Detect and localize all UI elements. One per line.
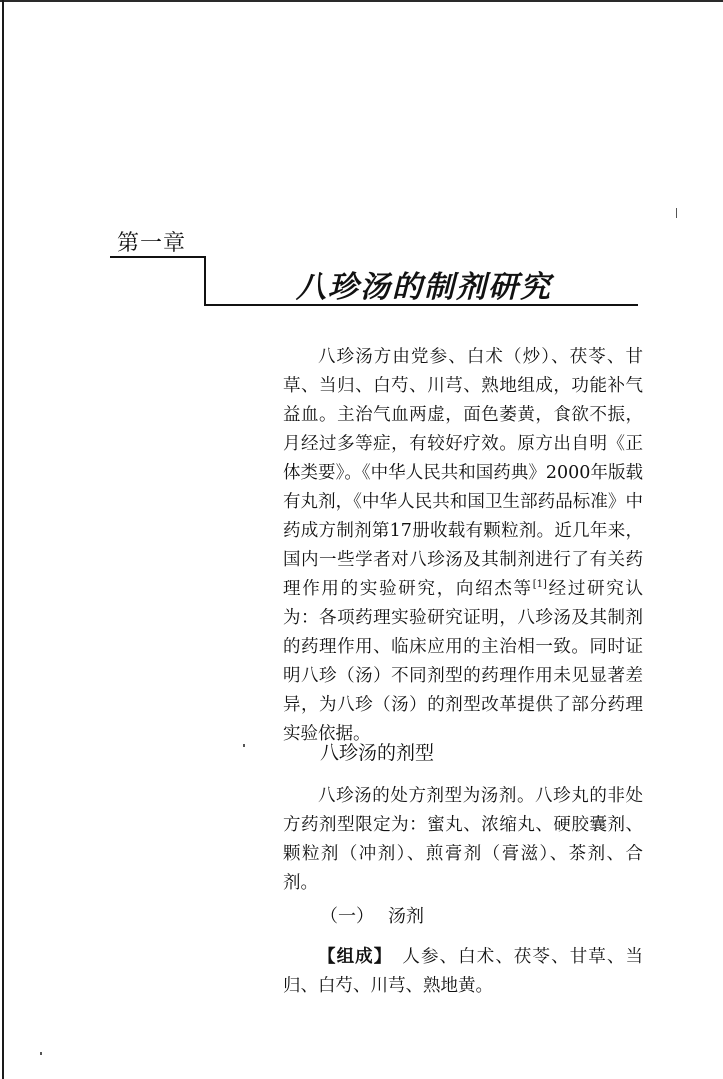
chapter-title: 八珍汤的制剂研究 xyxy=(296,270,552,305)
intro-paragraph xyxy=(283,343,643,749)
subsection-title: 汤剂 xyxy=(388,906,424,927)
subsection-number: （一） xyxy=(320,906,374,927)
page-top-edge xyxy=(0,0,723,2)
reference-mark[interactable]: [1] xyxy=(532,579,547,591)
intro-text-part2: 经过研究认为：各项药理实验研究证明，八珍汤及其制剂的药理作用、临床应用的主治相一致。同时证明八珍（汤）不同剂型的药理作用未见显著差异，为八珍（汤）的剂型改革提供了部分药理实验依据。 xyxy=(283,579,644,744)
page-left-edge xyxy=(2,0,4,1079)
scan-speck xyxy=(676,208,677,218)
scan-speck xyxy=(40,1052,42,1055)
section-heading: 八珍汤的剂型 xyxy=(320,742,435,764)
composition-paragraph xyxy=(283,943,643,1001)
chapter-label: 第一章 xyxy=(117,231,187,256)
composition-label: 【组成】 xyxy=(318,947,393,967)
scan-speck xyxy=(243,744,245,747)
dosage-paragraph: 八珍汤的处方剂型为汤剂。八珍丸的非处方药剂型限定为：蜜丸、浓缩丸、硬胶囊剂、颗粒剂（冲剂）、煎膏剂（膏滋）、茶剂、合剂。 xyxy=(283,786,643,893)
chapter-rule-vertical xyxy=(204,256,206,306)
composition-text: 人参、白术、茯苓、甘草、当归、白芍、川芎、熟地黄。 xyxy=(283,947,643,996)
chapter-rule-top xyxy=(110,256,205,258)
subsection-heading xyxy=(320,902,424,928)
intro-text-part1: 八珍汤方由党参、白术（炒）、茯苓、甘草、当归、白芍、川芎、熟地组成，功能补气益血。主治气血两虚，面色萎黄，食欲不振，月经过多等症，有较好疗效。原方出自明《正体类要》。《中华人民共和国药典》2000年版载有丸剂，《中华人民共和国卫生部药品标准》中药成方制剂第17册收载有颗粒剂。近几年来，国内一些学者对八珍汤及其制剂进行了有关药理作用的实验研究，向绍杰等 xyxy=(283,347,643,599)
